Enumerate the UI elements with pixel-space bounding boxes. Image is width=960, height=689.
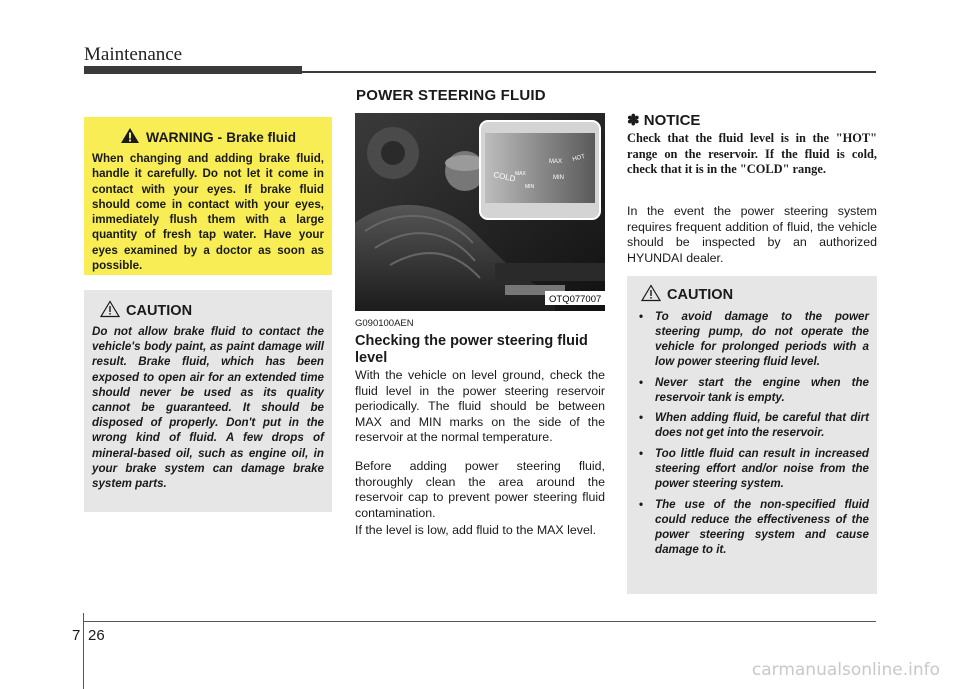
page-header-title: Maintenance bbox=[84, 44, 183, 65]
caution-list bbox=[633, 310, 869, 558]
list-item: • The use of the non-specified fluid could reduce the effectiveness of the power steering system and cause damage to it. bbox=[633, 498, 869, 558]
section-title: POWER STEERING FLUID bbox=[356, 87, 546, 104]
label-hot: HOT bbox=[571, 153, 586, 163]
list-item: • When adding fluid, be careful that dirt does not get into the reservoir. bbox=[633, 411, 869, 441]
watermark: carmanualsonline.info bbox=[751, 660, 940, 680]
caution-heading-left bbox=[92, 300, 324, 322]
paragraph-1: With the vehicle on level ground, check the fluid level in the power steering reservoir periodically. The fluid should be between MAX and MIN marks on the side of the reservoir at the normal temperature. bbox=[355, 368, 605, 444]
label-cold: COLD bbox=[492, 170, 517, 184]
caution-triangle-icon bbox=[641, 284, 661, 306]
label-max-cold: MAX bbox=[515, 171, 526, 177]
notice-text: Check that the fluid level is in the "HOT" range on the reservoir. If the fluid is cold, check that it is in the "COLD" range. bbox=[627, 131, 877, 176]
paragraph-2: Before adding power steering fluid, thoroughly clean the area around the reservoir cap to prevent power steering fluid contamination. bbox=[355, 459, 605, 520]
notice-paragraph: In the event the power steering system requires frequent addition of fluid, the vehicle should be inspected by an authorized HYUNDAI dealer. bbox=[627, 204, 877, 265]
list-item: • Never start the engine when the reservoir tank is empty. bbox=[633, 376, 869, 406]
caution-box-left bbox=[84, 290, 332, 512]
warning-heading bbox=[92, 127, 324, 147]
header-rule-thick bbox=[84, 66, 302, 74]
caution-label-left: CAUTION bbox=[126, 303, 193, 319]
label-max-hot: MAX bbox=[549, 159, 563, 165]
caution-heading-right bbox=[633, 284, 869, 306]
caution-box-right bbox=[627, 276, 877, 594]
doc-code: G090100AEN bbox=[355, 318, 414, 329]
list-item: • Too little fluid can result in increased steering effort and/or noise from the power steering system. bbox=[633, 447, 869, 492]
warning-text: When changing and adding brake fluid, handle it carefully. Do not let it come in contact with your eyes. If brake fluid should come in contact with your eyes, immediately flush them with a large quantity of fresh tap water. Have your eyes examined by a doctor as soon as possible. bbox=[92, 152, 324, 273]
notice-label: NOTICE bbox=[643, 112, 701, 129]
list-item: • To avoid damage to the power steering pump, do not operate the vehicle for prolonged periods with a low power steering fluid level. bbox=[633, 310, 869, 370]
paragraph-3: If the level is low, add fluid to the MAX level. bbox=[355, 523, 597, 537]
page-number: 26 bbox=[88, 627, 105, 644]
caution-label-right: CAUTION bbox=[667, 287, 734, 303]
footer-vertical-rule bbox=[83, 613, 84, 689]
warning-triangle-icon bbox=[120, 127, 140, 147]
warning-box bbox=[84, 117, 332, 275]
warning-label: WARNING - bbox=[146, 129, 223, 145]
subheading: Checking the power steering fluid level bbox=[355, 333, 588, 366]
warning-sublabel: Brake fluid bbox=[226, 129, 296, 145]
caution-triangle-icon bbox=[100, 300, 120, 322]
label-min-cold: MIN bbox=[525, 184, 535, 190]
label-min-hot: MIN bbox=[553, 175, 564, 181]
photo-code-label: OTQ077007 bbox=[549, 294, 602, 305]
chapter-number: 7 bbox=[72, 627, 81, 644]
header-rule-thin bbox=[302, 71, 876, 73]
notice-asterisk-icon: ✽ bbox=[627, 112, 640, 129]
caution-text-left: Do not allow brake fluid to contact the vehicle's body paint, as paint damage will result. Brake fluid, which has been exposed to open air for an extended time should never be used as its quality cannot be guaranteed. It should be disposed of properly. Don't put in the wrong kind of fluid. A few drops of mineral-based oil, such as engine oil, in your brake system can damage brake system parts. bbox=[92, 325, 324, 491]
notice-heading bbox=[627, 111, 700, 129]
footer-rule bbox=[84, 621, 876, 622]
reservoir-photo bbox=[355, 113, 605, 311]
